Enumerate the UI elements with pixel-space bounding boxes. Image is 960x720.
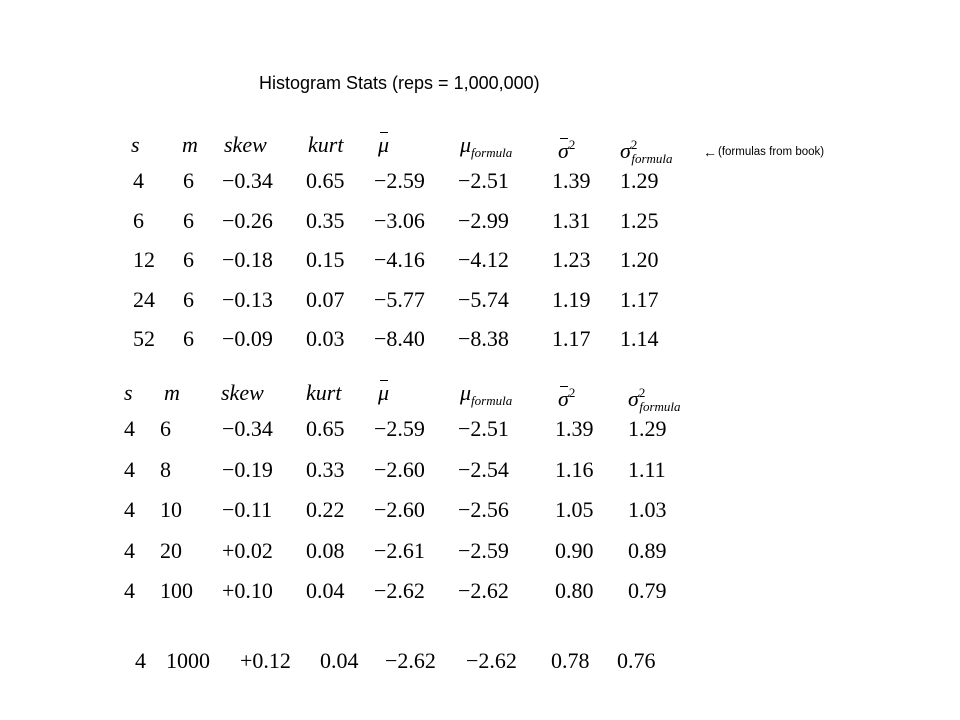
page-title: Histogram Stats (reps = 1,000,000) — [259, 73, 540, 93]
cell-skew: −0.26 — [222, 207, 273, 233]
cell-sigma2: 1.31 — [552, 207, 591, 233]
cell-kurt: 0.15 — [306, 247, 345, 272]
cell-mu-formula: −2.51 — [458, 168, 509, 193]
cell-sigma2: 0.78 — [551, 648, 590, 673]
cell-mu: −4.16 — [374, 247, 425, 272]
cell-kurt: 0.22 — [306, 497, 345, 522]
cell-s: 4 — [124, 537, 135, 563]
cell-s: 52 — [133, 326, 155, 351]
cell-sigma2: 1.16 — [555, 456, 594, 482]
header-m: m — [164, 380, 180, 405]
header-kurt: kurt — [308, 132, 344, 157]
header-s: s — [124, 380, 133, 405]
cell-sigma2-formula: 1.29 — [628, 416, 667, 441]
cell-s: 4 — [124, 497, 135, 522]
cell-m: 8 — [160, 456, 171, 482]
cell-m: 6 — [183, 286, 194, 312]
header-mu-hat: μ — [378, 132, 390, 157]
cell-mu: −8.40 — [374, 326, 425, 351]
cell-kurt: 0.03 — [306, 326, 345, 351]
header-sigma-squared-formula: $\sigma^2_{formula}$ — [628, 385, 681, 414]
cell-sigma2-formula: 0.79 — [628, 578, 667, 603]
cell-sigma2: 0.80 — [555, 578, 594, 603]
cell-mu-formula: −2.56 — [458, 497, 509, 522]
header-skew: skew — [221, 380, 264, 405]
header-mu-formula: $\mu_{formula}$ — [460, 132, 513, 160]
cell-skew: +0.02 — [222, 537, 273, 563]
cell-mu-formula: −2.62 — [458, 578, 509, 603]
cell-mu: −5.77 — [374, 286, 425, 312]
cell-sigma2-formula: 1.25 — [620, 207, 659, 233]
cell-skew: −0.19 — [222, 456, 273, 482]
cell-sigma2-formula: 1.11 — [628, 456, 666, 482]
header-s: s — [131, 132, 140, 157]
cell-mu: −2.59 — [374, 168, 425, 193]
cell-sigma2: 1.05 — [555, 497, 594, 522]
header-mu-formula: $\mu_{formula}$ — [460, 380, 513, 408]
cell-m: 20 — [160, 537, 182, 563]
header-sigma-squared-formula: $\sigma^2_{formula}$ — [620, 137, 673, 166]
cell-mu: −2.59 — [374, 416, 425, 441]
cell-sigma2-formula: 1.03 — [628, 497, 667, 522]
cell-s: 24 — [133, 286, 155, 312]
cell-mu: −2.60 — [374, 497, 425, 522]
cell-m: 6 — [183, 326, 194, 351]
cell-kurt: 0.07 — [306, 286, 345, 312]
cell-sigma2-formula: 1.14 — [620, 326, 659, 351]
cell-skew: −0.11 — [222, 497, 273, 522]
cell-sigma2-formula: 1.17 — [620, 286, 659, 312]
cell-sigma2-formula: 0.89 — [628, 537, 667, 563]
cell-mu: −3.06 — [374, 207, 425, 233]
cell-m: 6 — [183, 247, 194, 272]
cell-s: 4 — [124, 456, 135, 482]
cell-skew: −0.34 — [222, 416, 273, 441]
cell-sigma2-formula: 0.76 — [617, 648, 656, 673]
left-arrow-icon: ← — [703, 144, 717, 160]
cell-mu: −2.60 — [374, 456, 425, 482]
cell-mu-formula: −2.59 — [458, 537, 509, 563]
formulas-note-text: (formulas from book) — [718, 146, 825, 158]
cell-sigma2: 1.23 — [552, 247, 591, 272]
cell-kurt: 0.65 — [306, 416, 345, 441]
cell-mu-formula: −2.54 — [458, 456, 509, 482]
cell-sigma2: 1.39 — [552, 168, 591, 193]
cell-sigma2-formula: 1.20 — [620, 247, 659, 272]
cell-skew: −0.18 — [222, 247, 273, 272]
header-mu-hat: μ — [378, 380, 390, 405]
cell-mu-formula: −2.99 — [458, 207, 509, 233]
header-m: m — [182, 132, 198, 157]
cell-sigma2: 1.39 — [555, 416, 594, 441]
cell-s: 6 — [133, 207, 144, 233]
cell-skew: +0.10 — [222, 578, 273, 603]
cell-s: 4 — [135, 648, 146, 673]
cell-m: 10 — [160, 497, 182, 522]
cell-sigma2: 0.90 — [555, 537, 594, 563]
cell-sigma2: 1.17 — [552, 326, 591, 351]
cell-skew: −0.34 — [222, 168, 273, 193]
cell-s: 4 — [124, 578, 135, 603]
header-kurt: kurt — [306, 380, 342, 405]
cell-kurt: 0.04 — [320, 648, 359, 673]
cell-kurt: 0.04 — [306, 578, 345, 603]
cell-mu: −2.62 — [385, 648, 436, 673]
cell-s: 12 — [133, 247, 155, 272]
cell-mu-formula: −5.74 — [458, 286, 509, 312]
cell-skew: +0.12 — [240, 648, 291, 673]
cell-s: 4 — [133, 168, 144, 193]
cell-mu: −2.62 — [374, 578, 425, 603]
cell-skew: −0.09 — [222, 326, 273, 351]
cell-mu-formula: −2.62 — [466, 648, 517, 673]
cell-m: 6 — [183, 168, 194, 193]
cell-mu-formula: −8.38 — [458, 326, 509, 351]
cell-mu-formula: −2.51 — [458, 416, 509, 441]
cell-kurt: 0.65 — [306, 168, 345, 193]
cell-m: 1000 — [166, 648, 210, 673]
cell-sigma2-formula: 1.29 — [620, 168, 659, 193]
header-sigma-hat-squared: $\sigma^2$ — [558, 137, 576, 163]
header-sigma-hat-squared: $\sigma^2$ — [558, 385, 576, 411]
cell-m: 100 — [160, 578, 193, 603]
cell-m: 6 — [160, 416, 171, 441]
header-skew: skew — [224, 132, 267, 157]
cell-kurt: 0.33 — [306, 456, 345, 482]
cell-m: 6 — [183, 207, 194, 233]
cell-skew: −0.13 — [222, 286, 273, 312]
cell-mu: −2.61 — [374, 537, 425, 563]
cell-mu-formula: −4.12 — [458, 247, 509, 272]
cell-sigma2: 1.19 — [552, 286, 591, 312]
cell-kurt: 0.35 — [306, 207, 345, 233]
cell-s: 4 — [124, 416, 135, 441]
cell-kurt: 0.08 — [306, 537, 345, 563]
